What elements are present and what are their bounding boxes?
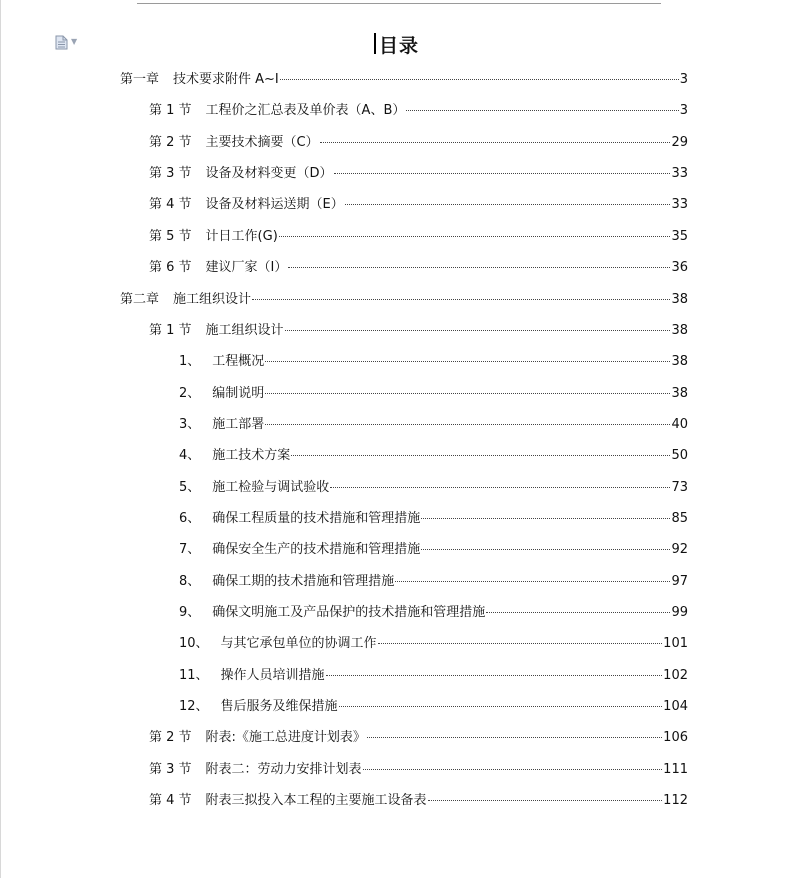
toc-entry-number: 11、 (179, 667, 209, 683)
toc-entry-number: 4、 (179, 448, 201, 464)
toc-entry-label: 编制说明 (212, 385, 265, 401)
toc-entry-label: 工程价之汇总表及单价表（A、B） (205, 103, 406, 119)
toc-dot-leader (265, 393, 670, 394)
toc-entry[interactable] (149, 259, 688, 277)
toc-entry-page: 73 (671, 479, 688, 495)
toc-entry-number: 第一章 (120, 72, 160, 87)
text-cursor (374, 33, 376, 54)
toc-entry[interactable] (149, 134, 688, 152)
page-title-text: 目录 (378, 35, 419, 57)
toc-entry[interactable] (149, 228, 688, 246)
toc-entry-number: 第 2 节 (149, 134, 192, 150)
toc-entry-number: 第 1 节 (149, 322, 192, 338)
toc-entry[interactable] (179, 573, 688, 591)
toc-entry[interactable] (149, 792, 688, 810)
toc-entry-label: 技术要求附件 A~I (173, 72, 279, 87)
toc-dot-leader (406, 110, 678, 111)
toc-entry-page: 104 (663, 699, 688, 714)
toc-entry-label: 设备及材料变更（D） (205, 166, 333, 182)
toc-dot-leader (288, 267, 670, 268)
toc-entry-label: 附表:《施工总进度计划表》 (205, 730, 366, 746)
toc-dot-leader (285, 330, 671, 331)
toc-dot-leader (339, 706, 663, 707)
toc-entry[interactable] (179, 698, 688, 716)
toc-entry[interactable] (179, 667, 688, 685)
toc-entry-page: 33 (671, 197, 688, 213)
toc-entry[interactable] (149, 322, 688, 340)
toc-dot-leader (280, 79, 679, 80)
toc-entry-label: 施工组织设计 (205, 322, 284, 338)
toc-entry-page: 38 (671, 354, 688, 370)
toc-entry[interactable] (179, 416, 688, 434)
toc-dot-leader (252, 299, 670, 300)
toc-entry-number: 8、 (179, 573, 201, 589)
toc-entry-page: 97 (671, 573, 688, 589)
toc-entry-page: 3 (679, 72, 688, 87)
toc-entry-label: 工程概况 (212, 354, 265, 370)
toc-dot-leader (326, 675, 663, 676)
page-left-edge (0, 0, 1, 878)
toc-entry-page: 99 (671, 605, 688, 620)
toc-dot-leader (265, 424, 670, 425)
toc-entry-page: 40 (671, 416, 688, 432)
toc-dot-leader (279, 236, 671, 237)
toc-entry[interactable] (179, 604, 688, 622)
toc-entry-number: 第 2 节 (149, 730, 192, 746)
chevron-down-icon: ▼ (71, 37, 78, 46)
toc-entry-page: 33 (671, 166, 688, 182)
toc-dot-leader (428, 800, 663, 801)
toc-entry-label: 确保文明施工及产品保护的技术措施和管理措施 (212, 605, 486, 620)
toc-entry-number: 2、 (179, 385, 201, 401)
toc-entry-label: 建议厂家（I） (205, 260, 288, 276)
toc-entry[interactable] (179, 479, 688, 497)
toc-dot-leader (395, 581, 670, 582)
toc-entry-number: 第 3 节 (149, 166, 192, 182)
toc-entry-number: 12、 (179, 699, 209, 714)
toc-entry-label: 施工组织设计 (173, 291, 252, 307)
toc-entry-label: 与其它承包单位的协调工作 (220, 636, 377, 652)
page-title[interactable] (377, 31, 419, 58)
toc-dot-leader (421, 518, 670, 519)
toc-entry-label: 主要技术摘要（C） (205, 134, 319, 150)
toc-entry-number: 第 4 节 (149, 793, 192, 809)
toc-entry-label: 附表三拟投入本工程的主要施工设备表 (205, 793, 427, 809)
toc-entry-label: 附表二：劳动力安排计划表 (205, 761, 362, 777)
toc-entry-number: 第 1 节 (149, 103, 192, 119)
toc-dot-leader (265, 361, 670, 362)
toc-dot-leader (421, 549, 670, 550)
toc-dot-leader (345, 204, 671, 205)
toc-entry-number: 第 4 节 (149, 197, 192, 213)
toc-entry[interactable] (120, 291, 688, 309)
toc-entry-page: 102 (663, 667, 688, 683)
toc-entry[interactable] (179, 385, 688, 403)
toc-entry[interactable] (179, 541, 688, 559)
toc-entry-number: 3、 (179, 416, 201, 432)
toc-entry[interactable] (179, 353, 688, 371)
toc-entry-number: 6、 (179, 510, 201, 526)
toc-entry[interactable] (149, 196, 688, 214)
toc-entry-number: 10、 (179, 636, 209, 652)
toc-entry-page: 111 (663, 761, 688, 777)
toc-entry[interactable] (179, 635, 688, 653)
toc-entry-page: 29 (671, 134, 688, 150)
toc-entry-page: 50 (671, 448, 688, 464)
toc-dot-leader (363, 769, 663, 770)
toc-entry-label: 操作人员培训措施 (220, 667, 325, 683)
toc-entry-number: 7、 (179, 542, 201, 558)
toc-entry-page: 38 (671, 291, 688, 307)
toc-dot-leader (291, 455, 670, 456)
toc-dot-leader (330, 487, 670, 488)
toc-dot-leader (486, 612, 670, 613)
toc-entry[interactable] (179, 447, 688, 465)
toc-entry-page: 38 (671, 322, 688, 338)
toc-entry-label: 售后服务及维保措施 (220, 699, 338, 714)
toc-entry-number: 第 5 节 (149, 228, 192, 244)
toc-entry-number: 5、 (179, 479, 201, 495)
toc-entry-number: 第二章 (120, 291, 160, 307)
toc-entry-number: 1、 (179, 354, 201, 370)
toc-entry-label: 施工检验与调试验收 (212, 479, 330, 495)
toc-entry-number: 第 6 节 (149, 260, 192, 276)
toc-entry-number: 9、 (179, 605, 201, 620)
toc-entry[interactable] (149, 165, 688, 183)
toc-entry-page: 3 (679, 103, 688, 119)
toc-entry[interactable] (149, 761, 688, 779)
toc-entry-label: 施工部署 (212, 416, 265, 432)
toc-entry-page: 38 (671, 385, 688, 401)
toc-entry[interactable] (120, 71, 688, 89)
toc-dot-leader (334, 173, 671, 174)
toc-dot-leader (378, 643, 663, 644)
toc-dot-leader (320, 142, 671, 143)
toc-entry-page: 106 (663, 730, 688, 746)
toc-entry[interactable] (149, 102, 688, 120)
toc-entry-page: 112 (663, 793, 688, 809)
toc-entry[interactable] (149, 729, 688, 747)
toc-entry[interactable] (179, 510, 688, 528)
header-rule (137, 3, 661, 4)
toc-entry-number: 第 3 节 (149, 761, 192, 777)
toc-entry-page: 92 (671, 542, 688, 558)
toc-entry-label: 确保工期的技术措施和管理措施 (212, 573, 395, 589)
toc-entry-page: 35 (671, 228, 688, 244)
toc-entry-page: 36 (671, 260, 688, 276)
toc-entry-label: 确保安全生产的技术措施和管理措施 (212, 542, 421, 558)
title-container (0, 31, 796, 58)
toc-entry-label: 设备及材料运送期（E） (205, 197, 344, 213)
toc-entry-label: 确保工程质量的技术措施和管理措施 (212, 510, 421, 526)
toc-entry-page: 101 (663, 636, 688, 652)
toc-entry-label: 计日工作(G) (205, 228, 278, 244)
toc-entry-page: 85 (671, 510, 688, 526)
toc-dot-leader (367, 737, 662, 738)
toc-entry-label: 施工技术方案 (212, 448, 291, 464)
